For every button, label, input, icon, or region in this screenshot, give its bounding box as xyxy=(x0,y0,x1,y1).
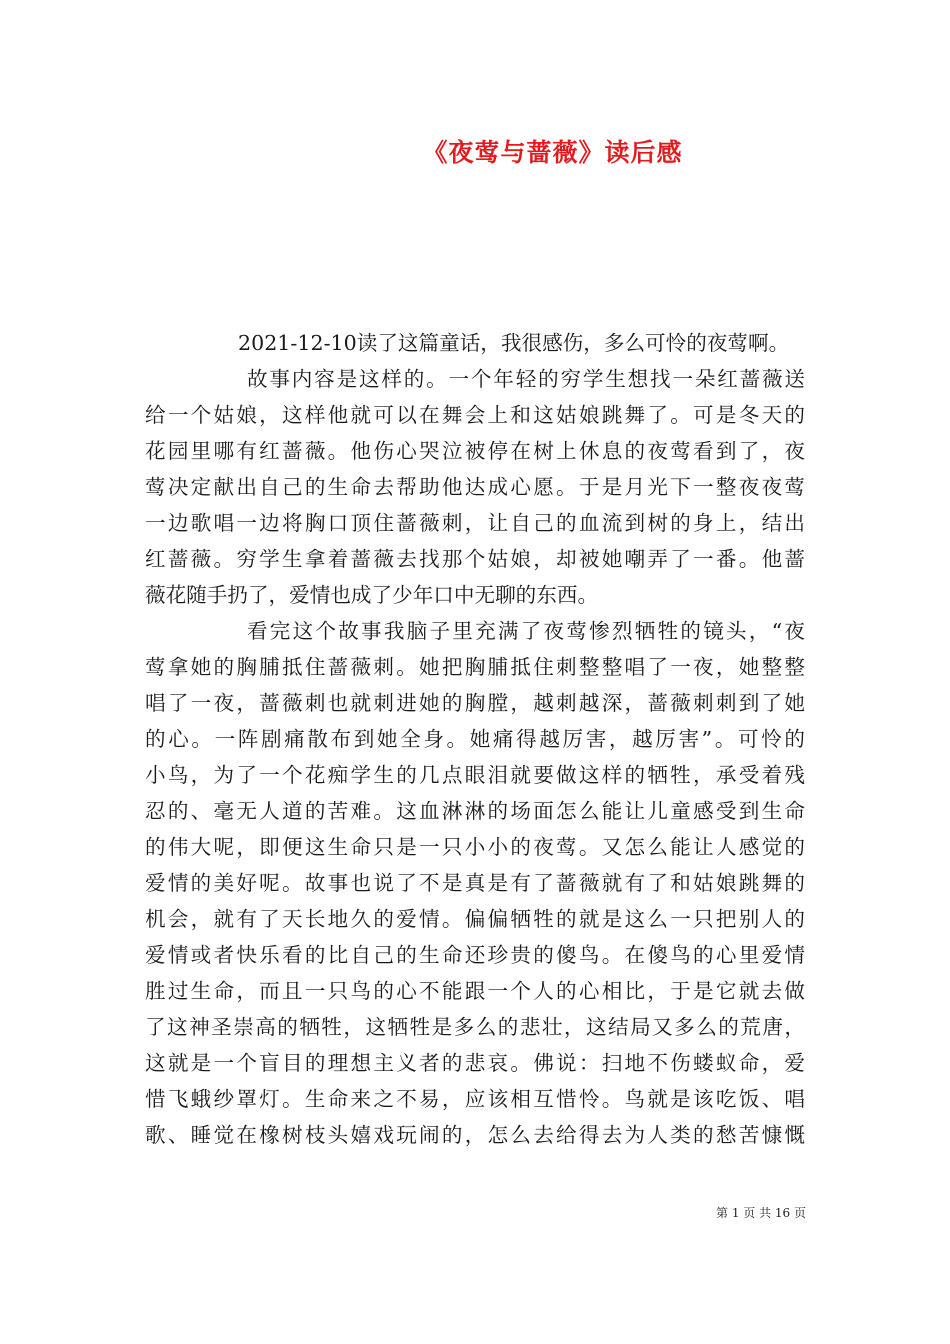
body-line: 歌、睡觉在橡树枝头嬉戏玩闹的，怎么去给得去为人类的愁苦慷慨 xyxy=(145,1123,805,1147)
body-line: 给一个姑娘，这样他就可以在舞会上和这姑娘跳舞了。可是冬天的 xyxy=(145,403,805,427)
body-line: 一边歌唱一边将胸口顶住蔷薇刺，让自己的血流到树的身上，结出 xyxy=(145,511,805,535)
body-line: 唱了一夜，蔷薇刺也就刺进她的胸膛，越刺越深，蔷薇刺刺到了她 xyxy=(145,691,805,715)
page-number: 第 1 页 共 16 页 xyxy=(716,1206,806,1220)
body-line: 故事内容是这样的。一个年轻的穷学生想找一朵红蔷薇送 xyxy=(247,367,805,391)
body-line: 莺拿她的胸脯抵住蔷薇刺。她把胸脯抵住刺整整唱了一夜，她整整 xyxy=(145,655,805,679)
body-line: 爱情或者快乐看的比自己的生命还珍贵的傻鸟。在傻鸟的心里爱情 xyxy=(145,943,805,967)
body-line: 了这神圣崇高的牺牲，这牺牲是多么的悲壮，这结局又多么的荒唐， xyxy=(145,1015,805,1039)
body-line: 惜飞蛾纱罩灯。生命来之不易，应该相互惜怜。鸟就是该吃饭、唱 xyxy=(145,1087,805,1111)
body-line: 小鸟，为了一个花痴学生的几点眼泪就要做这样的牺牲，承受着残 xyxy=(145,763,805,787)
body-line: 这就是一个盲目的理想主义者的悲哀。佛说：扫地不伤蝼蚁命，爱 xyxy=(145,1051,805,1075)
body-line: 机会，就有了天长地久的爱情。偏偏牺牲的就是这么一只把别人的 xyxy=(145,907,805,931)
body-line: 薇花随手扔了，爱情也成了少年口中无聊的东西。 xyxy=(145,583,599,607)
body-line: 2021-12-10读了这篇童话，我很感伤，多么可怜的夜莺啊。 xyxy=(238,331,790,355)
body-line: 的心。一阵剧痛散布到她全身。她痛得越厉害，越厉害”。可怜的 xyxy=(145,727,805,751)
body-line: 胜过生命，而且一只鸟的心不能跟一个人的心相比，于是它就去做 xyxy=(145,979,805,1003)
body-line: 忍的、毫无人道的苦难。这血淋淋的场面怎么能让儿童感受到生命 xyxy=(145,799,805,823)
document-title: 《夜莺与蔷薇》读后感 xyxy=(422,138,683,167)
body-line: 看完这个故事我脑子里充满了夜莺惨烈牺牲的镜头，“夜 xyxy=(247,619,805,643)
body-line: 花园里哪有红蔷薇。他伤心哭泣被停在树上休息的夜莺看到了，夜 xyxy=(145,439,805,463)
document-body xyxy=(145,325,805,1153)
body-line: 的伟大呢，即便这生命只是一只小小的夜莺。又怎么能让人感觉的 xyxy=(145,835,805,859)
body-line: 莺决定献出自己的生命去帮助他达成心愿。于是月光下一整夜夜莺 xyxy=(145,475,805,499)
body-line: 红蔷薇。穷学生拿着蔷薇去找那个姑娘，却被她嘲弄了一番。他蔷 xyxy=(145,547,805,571)
body-line: 爱情的美好呢。故事也说了不是真是有了蔷薇就有了和姑娘跳舞的 xyxy=(145,871,805,895)
